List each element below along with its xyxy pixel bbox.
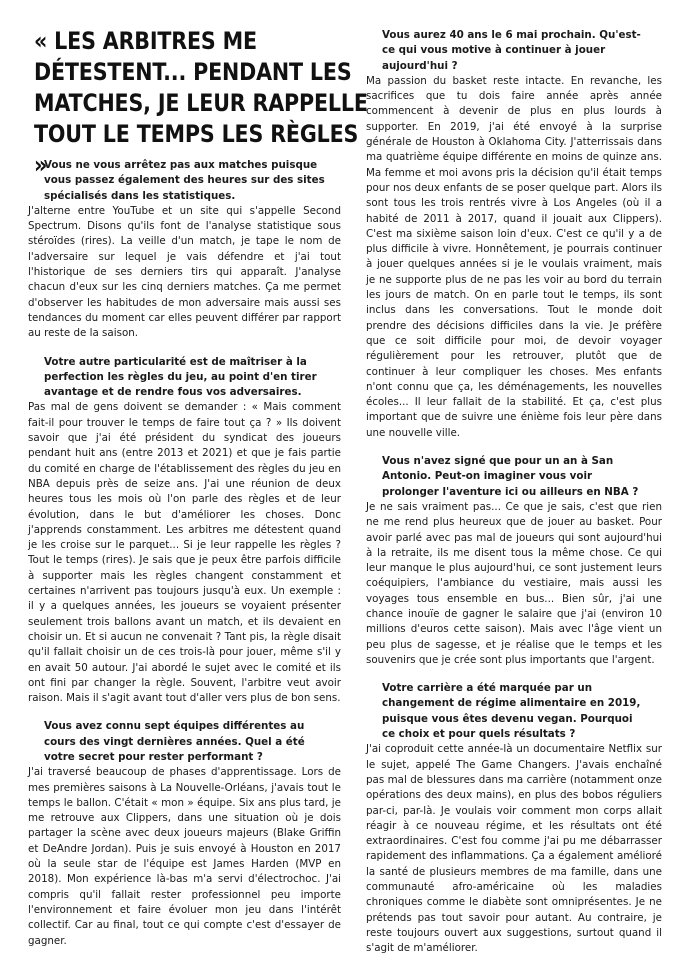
question-teams: Vous avez connu sept équipes différentes au cours des vingt dernières années. Quel a été votre secret pour rester performant ? xyxy=(44,720,305,763)
answer-vegan: J'ai coproduit cette année-là un documentaire Netflix sur le sujet, appelé The Game Changers. J'avais enchaîné pas mal de blessures dans ma carrière (notamment onze opérations des deux mains), en plus des bobos réguliers par-ci, par-là. Je voulais voir comment mon corps allait réagir à ce nouveau régime, et les résultats ont été extraordinaires. C'est fou comme j'ai pu me débarrasser rapidement des inflammations. Ça a également amélioré la santé de plusieurs membres de ma famille, dans une communauté afro-américaine où les maladies chroniques comme le diabète sont omniprésentes. Je ne prétends pas tout savoir pour autant. Au contraire, je reste toujours ouvert aux suggestions, surtout quand il s'agit de m'améliorer. xyxy=(366,743,662,955)
question-rules: Votre autre particularité est de maîtriser à la perfection les règles du jeu, au point d'en tirer avantage et de rendre fous vos adversaires. xyxy=(44,355,317,399)
answer-stats: J'alterne entre YouTube et un site qui s'appelle Second Spectrum. Disons qu'ils font de l'analyse statistique sous stéroïdes (rires). La veille d'un match, je tape le nom de l'adversaire sur lequel je vais défendre et j'ai tout l'historique de ses derniers tirs qui apparaît. J'analyse chacun d'eux sur les cinq derniers matches. Ça me permet d'observer les habitudes de mon adversaire mais aussi ses tendances du moment car elles peuvent différer par rapport au reste de la saison. xyxy=(28,204,341,340)
question-stats: Vous ne vous arrêtez pas aux matches puisque vous passez également des heures sur des sites spécialisés dans les statistiques. xyxy=(44,159,325,202)
article-headline: « LES ARBITRES ME DÉTESTENT... PENDANT LES MATCHES, JE LEUR RAPPELLE TOUT LE TEMPS LES RÈGLES » xyxy=(34,27,368,179)
answer-rules: Pas mal de gens doivent se demander : « Mais comment fait-il pour trouver le temps de faire tout ça ? » Ils doivent savoir que j'ai été président du syndicat des joueurs pendant huit ans (entre 2013 et 2021) et que je fais partie du comité en charge de l'établissement des règles du jeu en NBA depuis près de seize ans. J'ai une réunion de deux heures tous les mois où l'on parle des règles et de leur évolution, dans le but d'améliorer les choses. Donc j'apprends constamment. Les arbitres me détestent quand je les croise sur le parquet... Si je leur rappelle les règles ? Tout le temps (rires). Je sais que je peux être parfois difficile à supporter mais les règles changent constamment et certaines n'arrivent pas toujours jusqu'à eux. Un exemple : il y a quelques années, les joueurs se voyaient présenter seulement trois ballons avant un match, et ils devaient en choisir un. Et si aucun ne convenait ? Tant pis, la règle disait qu'il fallait choisir un de ces trois-là pour jouer, même s'il y en avait 50 autour. J'ai abordé le sujet avec le comité et ils ont fini par changer la règle. Souvent, l'arbitre veut avoir raison. Mais il s'agit avant tout d'aller vers plus de bon sens. xyxy=(28,401,341,705)
left-column xyxy=(28,158,341,949)
answer-motivation: Ma passion du basket reste intacte. En revanche, les sacrifices que tu dois faire année après année commencent à devenir de plus en plus lourds à supporter. En 2019, j'ai été envoyé à la surprise générale de Houston à Oklahoma City. J'atterrissais dans ma quatrième équipe différente en moins de quinze ans. Ma femme et moi avons pris la décision qu'il était temps pour nos deux enfants de se poser quelque part. Alors ils sont tous les trois rentrés vivre à Los Angeles (où il a habité de 2011 à 2017, quand il jouait aux Clippers). C'est ma sixième saison loin d'eux. C'est ce qu'il y a de plus difficile à vivre. Honnêtement, je pourrais continuer à jouer quelques années si je le voulais vraiment, mais je ne supporte plus de ne pas les voir au bord du terrain les jours de match. On en parle tout le temps, ils sont inclus dans les conversations. Tout le monde doit prendre des décisions difficiles dans la vie. Je préfère que ce soit difficile pour moi, de devoir voyager régulièrement pour les retrouver, plutôt que de continuer à leur compliquer les choses. Mes enfants n'ont connu que ça, les déménagements, les nouvelles écoles... Il leur fallait de la stabilité. Et ça, c'est plus important que de suivre une énième fois leur père dans une nouvelle ville. xyxy=(366,74,662,439)
answer-san-antonio: Je ne sais vraiment pas... Ce que je sais, c'est que rien ne me rend plus heureux que de jouer au basket. Pour avoir parlé avec pas mal de joueurs qui sont aujourd'hui à la retraite, ils me disent tous la même chose. Ce qui leur manque le plus aujourd'hui, ce sont justement leurs coéquipiers, l'ambiance du vestiaire, mais aussi les voyages tous ensemble en bus... Bien sûr, j'ai une chance inouïe de gagner le salaire que j'ai (environ 10 millions d'euros cette saison). Mais avec l'âge vient un peu plus de sagesse, et je réalise que le temps et les souvenirs que je crée sont plus importants que l'argent. xyxy=(366,500,662,666)
answer-teams: J'ai traversé beaucoup de phases d'apprentissage. Lors de mes premières saisons à La Nouvelle-Orléans, j'avais tout le temps le ballon. C'était « mon » équipe. Six ans plus tard, je me retrouve aux Clippers, dans une situation où je dois partager la scène avec deux joueurs majeurs (Blake Griffin et DeAndre Jordan). Puis je suis envoyé à Houston en 2017 où la seule star de l'équipe est James Harden (MVP en 2018). Mon expérience là-bas m'a servi d'électrochoc. J'ai compris qu'il fallait rester professionnel peu importe l'environnement et faire évoluer mon jeu dans l'intérêt collectif. Car au final, tout ce qui compte c'est d'essayer de gagner. xyxy=(28,766,341,947)
right-column xyxy=(366,28,662,957)
question-motivation: Vous aurez 40 ans le 6 mai prochain. Qu'est-ce qui vous motive à continuer à jouer aujourd'hui ? xyxy=(382,29,641,72)
question-vegan: Votre carrière a été marquée par un changement de régime alimentaire en 2019, puisque vous êtes devenu vegan. Pourquoi ce choix et pour quels résultats ? xyxy=(382,682,641,741)
question-san-antonio: Vous n'avez signé que pour un an à San Antonio. Peut-on imaginer vous voir prolonger l'aventure ici ou ailleurs en NBA ? xyxy=(382,455,639,498)
